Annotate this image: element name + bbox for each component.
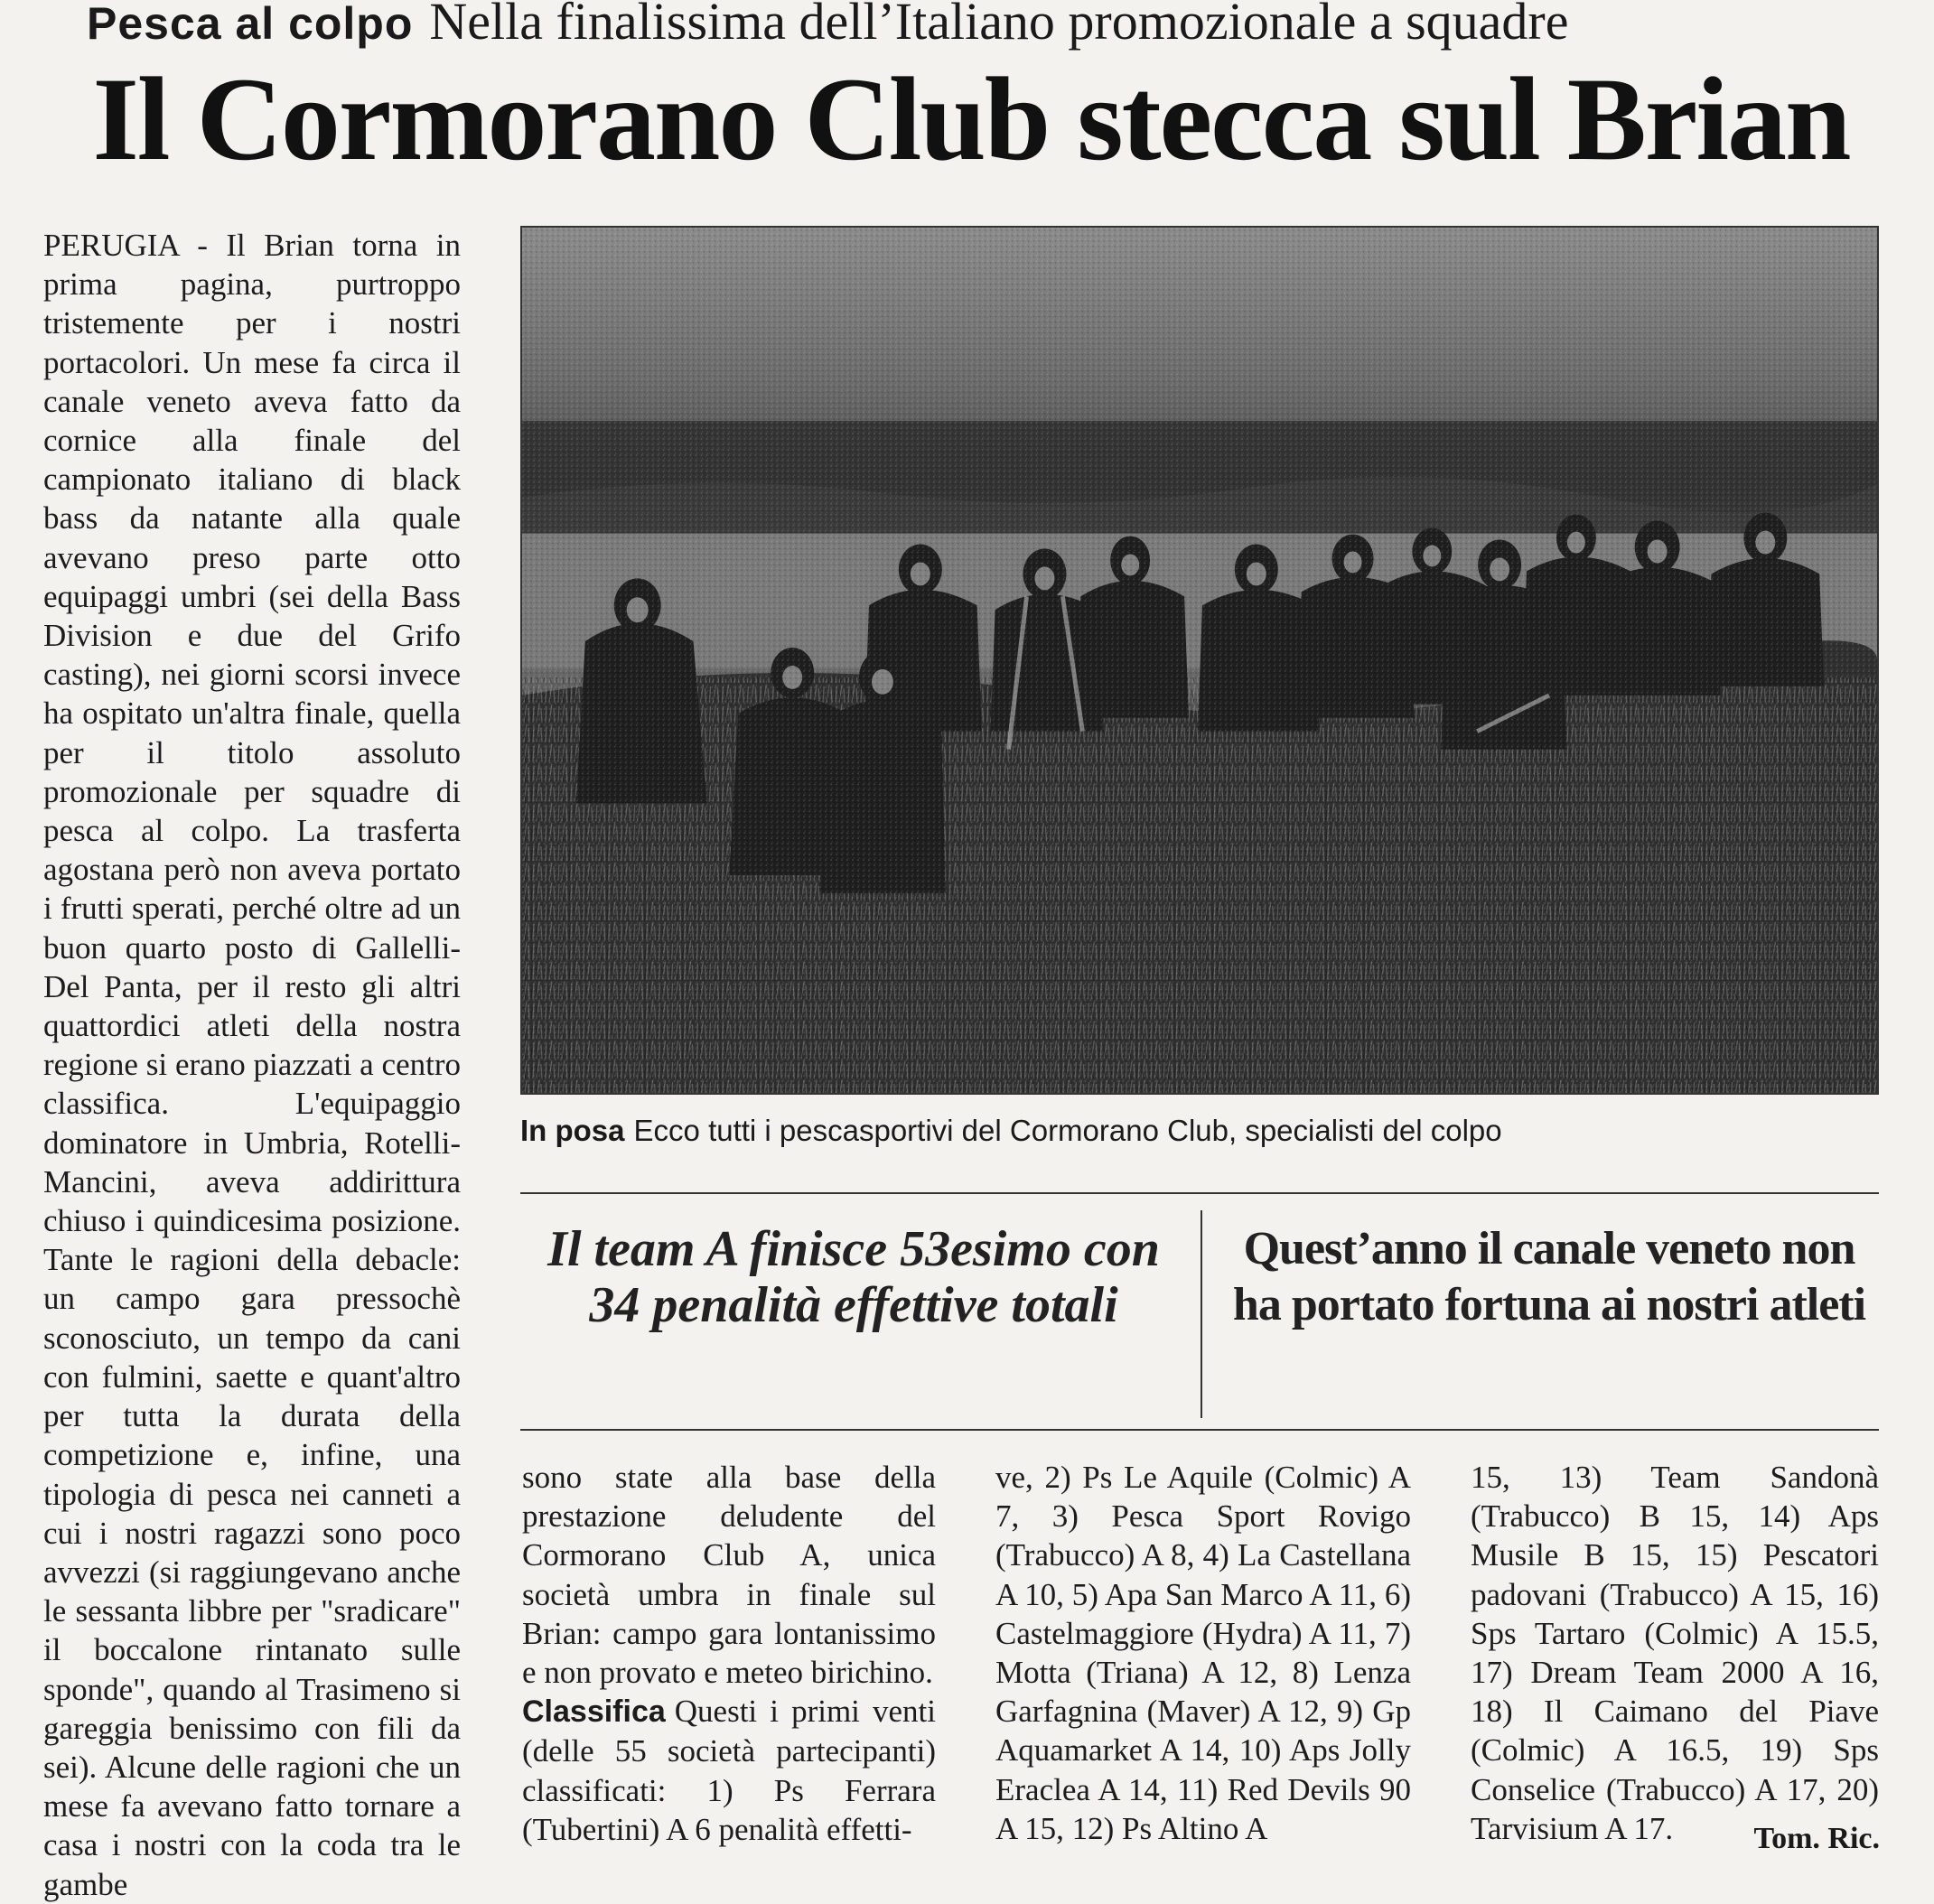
caption-label: In posa [520, 1114, 625, 1147]
kicker [87, 0, 1857, 49]
kicker-section: Pesca al colpo [87, 0, 414, 49]
column-2-intro: sono state alla base della prestazione deludente del Cormorano Club A, unica società umbra in finale sul Brian: campo gara lontanissimo e non provato e meteo birichino. [522, 1460, 936, 1691]
team-photo [520, 226, 1879, 1095]
body-column-4: 15, 13) Team Sandonà (Trabucco) B 15, 14) Aps Musile B 15, 15) Pescatori padovani (Trabucco) A 15, 16) Sps Tartaro (Colmic) A 15.5, 17) Dream Team 2000 A 16, 18) Il Caimano del Piave (Colmic) A 16.5, 19) Sps Conselice (Trabucco) A 17, 20) Tarvisium A 17. [1471, 1460, 1879, 1846]
body-column-3: ve, 2) Ps Le Aquile (Colmic) A 7, 3) Pesca Sport Rovigo (Trabucco) A 8, 4) La Castellana A 10, 5) Apa San Marco A 11, 6) Castelmaggiore (Hydra) A 11, 7) Motta (Triana) A 12, 8) Lenza Garfagnina (Maver) A 12, 9) Gp Aquamarket A 14, 10) Aps Jolly Eraclea A 14, 11) Red Devils 90 A 15, 12) Ps Altino A [995, 1460, 1411, 1846]
byline: Tom. Ric. [1753, 1822, 1880, 1855]
subhead-left: Il team A finisce 53esimo con 34 penalità effettive totali [547, 1221, 1160, 1333]
subhead-divider [1201, 1210, 1202, 1418]
subhead-right: Quest’anno il canale veneto non ha portato fortuna ai nostri atleti [1232, 1223, 1866, 1330]
headline: Il Cormorano Club stecca sul Brian [92, 52, 1850, 185]
caption-text: Ecco tutti i pescasportivi del Cormorano Club, specialisti del colpo [633, 1114, 1502, 1147]
classifica-text: Questi i primi venti (delle 55 società partecipanti) classificati: 1) Ps Ferrara (Tubertini) A 6 penalità effetti- [522, 1694, 936, 1847]
classifica-label: Classifica [522, 1694, 666, 1730]
photo-caption [520, 1111, 1879, 1151]
team-photo-image [522, 228, 1877, 1093]
body-column-2 [522, 1458, 936, 1855]
body-column-1: PERUGIA - Il Brian torna in prima pagina, purtroppo tristemente per i nostri portacolori. Un mese fa circa il canale veneto aveva fatto da cornice alla finale del campionato italiano di black bass da natante alla quale avevano preso parte otto equipaggi umbri (sei della Bass Division e due del Grifo casting), nei giorni scorsi invece ha ospitato un'altra finale, quella per il titolo assoluto promozionale per squadre di pesca al colpo. La trasferta agostana però non aveva portato i frutti sperati, perché oltre ad un buon quarto posto di Gallelli-Del Panta, per il resto gli altri quattordici atleti della nostra regione si erano piazzati a centro classifica. L'equipaggio dominatore in Umbria, Rotelli-Mancini, aveva addirittura chiuso i quindicesima posizione. Tante le ragioni della debacle: un campo gara pressochè sconosciuto, un tempo da cani con fulmini, saette e quant'altro per tutta la durata della competizione e, infine, una tipologia di pesca nei canneti a cui i nostri ragazzi sono poco avvezzi (si raggiungevano anche le sessanta libbre per "sradicare" il boccalone rintanato sulle sponde", quando al Trasimeno si gareggia benissimo con fili da sei). Alcune delle ragioni che un mese fa avevano fatto tornare a casa i nostri con la coda tra le gambe [43, 228, 461, 1902]
bottom-rule [520, 1429, 1879, 1431]
kicker-text: Nella finalissima dell’Italiano promozionale a squadre [429, 0, 1569, 51]
top-rule [520, 1192, 1879, 1194]
